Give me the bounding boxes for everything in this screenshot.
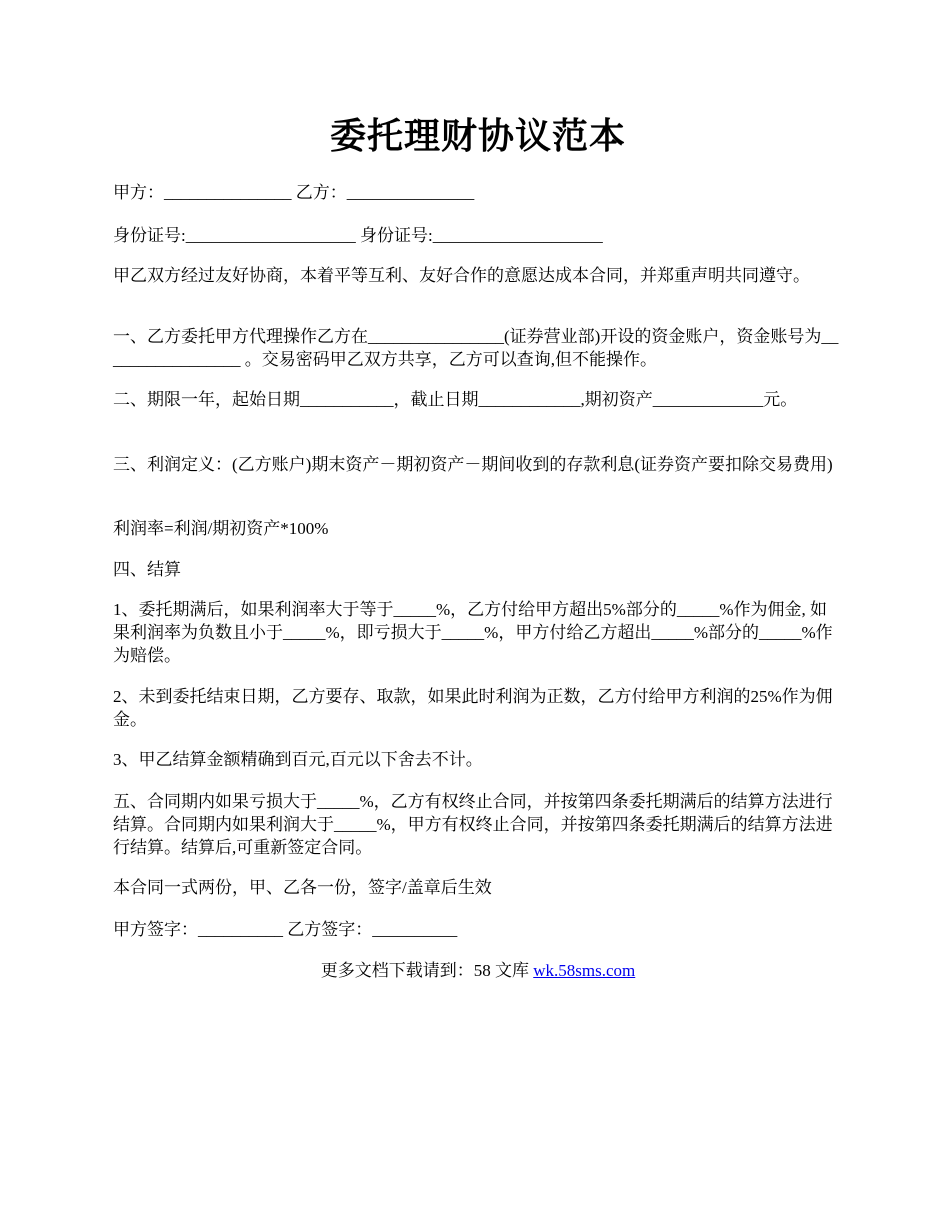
clause-4-heading: 四、结算 — [113, 560, 181, 579]
document-title: 委托理财协议范本 — [329, 116, 626, 156]
intro-paragraph: 甲乙双方经过友好协商，本着平等互利、友好合作的意愿达成本合同，并郑重声明共同遵守。 — [113, 266, 810, 285]
footer — [113, 959, 843, 982]
clause-2: 二、期限一年，起始日期___________，截止日期____________,期初资产_____________元。 — [113, 390, 798, 409]
profit-rate-formula: 利润率=利润/期初资产*100% — [113, 519, 329, 538]
clause-3: 三、利润定义：(乙方账户)期末资产－期初资产－期间收到的存款利息(证券资产要扣除交易费用) — [113, 455, 833, 474]
clause-4-item-2: 2、未到委托结束日期，乙方要存、取款，如果此时利润为正数，乙方付给甲方利润的25%作为佣金。 — [113, 687, 833, 729]
clause-4-item-1: 1、委托期满后，如果利润率大于等于_____%，乙方付给甲方超出5%部分的_____%作为佣金, 如果利润率为负数且小于_____%，即亏损大于_____%，甲方付给乙方超出_____%部分的_____%作为赔偿。 — [113, 600, 833, 665]
clause-1: 一、乙方委托甲方代理操作乙方在________________(证券营业部)开设的资金账户，资金账号为_________________ 。交易密码甲乙双方共享，乙方可以查询,但不能操作。 — [113, 327, 839, 369]
clause-4-item-3: 3、甲乙结算金额精确到百元,百元以下舍去不计。 — [113, 750, 483, 769]
clause-5: 五、合同期内如果亏损大于_____%，乙方有权终止合同，并按第四条委托期满后的结算方法进行结算。合同期内如果利润大于_____%，甲方有权终止合同，并按第四条委托期满后的结算方法进行结算。结算后,可重新签定合同。 — [113, 792, 833, 857]
signature-line: 甲方签字：__________ 乙方签字：__________ — [113, 920, 458, 939]
party-line: 甲方：_______________ 乙方：_______________ — [113, 183, 475, 202]
footer-text: 更多文档下载请到：58 文库 — [320, 961, 534, 980]
footer-link[interactable]: wk.58sms.com — [533, 961, 636, 980]
id-number-line: 身份证号:____________________ 身份证号:____________________ — [113, 226, 603, 245]
copies-statement: 本合同一式两份，甲、乙各一份，签字/盖章后生效 — [113, 878, 492, 897]
